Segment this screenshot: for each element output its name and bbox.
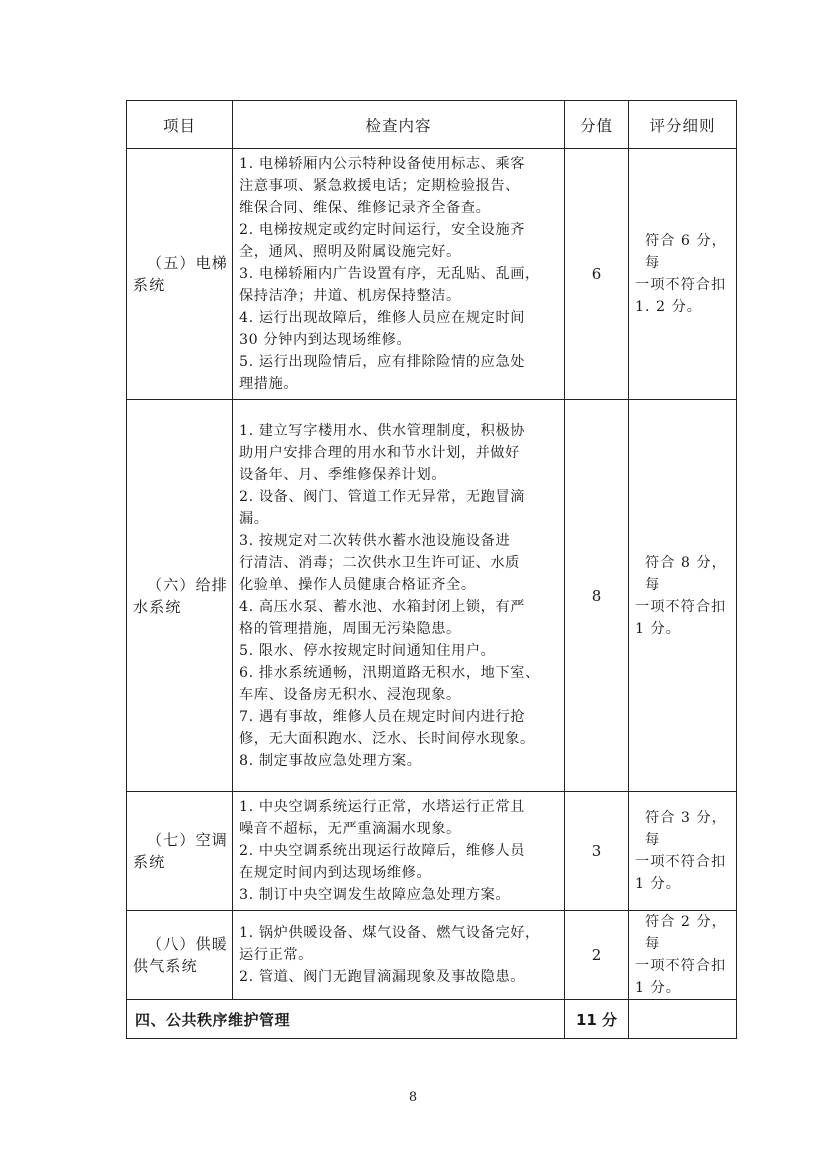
content-line: 设备年、月、季维修保养计划。 (239, 466, 447, 483)
content-line: 维保合同、维保、维修记录齐全备查。 (239, 200, 491, 216)
item-cell (127, 149, 233, 400)
item-line: （八）供暖 (147, 935, 229, 953)
rule-line: 符合 2 分，每 (645, 914, 727, 952)
page-number: 8 (408, 1090, 418, 1105)
rule-line: 1. 2 分。 (635, 299, 702, 315)
content-line: 1. 锅炉供暖设备、煤气设备、燃气设备完好， (239, 925, 540, 941)
header-content: 检查内容 (233, 101, 565, 149)
content-line: 1. 中央空调系统运行正常，水塔运行正常且 (239, 799, 526, 815)
content-line: 2. 电梯按规定或约定时间运行，安全设施齐 (239, 222, 526, 238)
content-line: 行清洁、消毒；二次供水卫生许可证、水质 (239, 554, 520, 571)
rule-cell (629, 792, 737, 911)
content-line: 格的管理措施，周围无污染隐患。 (239, 620, 461, 637)
score-cell: 3 (565, 792, 629, 911)
item-line: 水系统 (133, 597, 182, 616)
rule-line: 一项不符合扣 (635, 277, 727, 293)
item-line: 供气系统 (133, 957, 198, 975)
score-cell: 8 (565, 400, 629, 792)
content-line: 助用户安排合理的用水和节水计划，并做好 (239, 444, 520, 461)
item-line: （七）空调 (147, 831, 229, 849)
table-row (127, 792, 737, 911)
content-line: 3. 电梯轿厢内广告设置有序，无乱贴、乱画， (239, 266, 540, 282)
content-cell (233, 911, 565, 1000)
header-rule: 评分细则 (629, 101, 737, 149)
rule-line: 符合 3 分，每 (645, 810, 727, 848)
content-line: 5. 限水、停水按规定时间通知住用户。 (239, 642, 496, 659)
table-row (127, 149, 737, 400)
header-score: 分值 (565, 101, 629, 149)
content-line: 3. 按规定对二次转供水蓄水池设施设备进 (239, 532, 511, 549)
score-cell: 2 (565, 911, 629, 1000)
rule-line: 一项不符合扣 (635, 598, 727, 615)
content-line: 漏。 (239, 510, 269, 527)
content-line: 6. 排水系统通畅，汛期道路无积水，地下室、 (239, 664, 540, 681)
rule-line: 1 分。 (635, 620, 681, 637)
content-cell (233, 792, 565, 911)
content-line: 2. 管道、阀门无跑冒滴漏现象及事故隐患。 (239, 969, 526, 985)
content-line: 理措施。 (239, 376, 299, 392)
content-cell (233, 400, 565, 792)
content-line: 2. 设备、阀门、管道工作无异常，无跑冒滴 (239, 488, 526, 505)
content-line: 噪音不超标，无严重滴漏水现象。 (239, 821, 461, 837)
table-header-row (127, 101, 737, 149)
rule-line: 符合 6 分，每 (645, 233, 727, 271)
item-line: 系统 (133, 276, 166, 294)
item-line: 系统 (133, 853, 166, 871)
content-line: 修，无大面积跑水、泛水、长时间停水现象。 (239, 730, 535, 747)
content-line: 8. 制定事故应急处理方案。 (239, 752, 422, 769)
section-rule (629, 1000, 737, 1039)
rule-line: 一项不符合扣 (635, 958, 727, 974)
content-line: 1. 建立写字楼用水、供水管理制度，积极协 (239, 422, 526, 439)
content-line: 全，通风、照明及附属设施完好。 (239, 244, 461, 260)
content-line: 5. 运行出现险情后，应有排除险情的应急处 (239, 354, 526, 370)
content-line: 1. 电梯轿厢内公示特种设备使用标志、乘客 (239, 156, 526, 172)
section-row (127, 1000, 737, 1039)
rule-line: 符合 8 分，每 (645, 554, 727, 593)
rule-cell (629, 400, 737, 792)
content-line: 2. 中央空调系统出现运行故障后，维修人员 (239, 843, 526, 859)
item-cell (127, 400, 233, 792)
inspection-table (126, 100, 737, 1039)
content-line: 4. 高压水泵、蓄水池、水箱封闭上锁，有严 (239, 598, 526, 615)
content-line: 在规定时间内到达现场维修。 (239, 865, 432, 881)
content-line: 4. 运行出现故障后，维修人员应在规定时间 (239, 310, 526, 326)
rule-line: 1 分。 (635, 980, 681, 996)
item-line: （六）给排 (147, 575, 229, 594)
rule-line: 1 分。 (635, 876, 681, 892)
content-line: 运行正常。 (239, 947, 313, 963)
content-cell (233, 149, 565, 400)
content-line: 7. 遇有事故，维修人员在规定时间内进行抢 (239, 708, 526, 725)
rule-cell (629, 911, 737, 1000)
content-line: 3. 制订中央空调发生故障应急处理方案。 (239, 887, 511, 903)
item-line: （五）电梯 (147, 254, 229, 272)
table-row (127, 911, 737, 1000)
table-row (127, 400, 737, 792)
content-line: 化验单、操作人员健康合格证齐全。 (239, 576, 476, 593)
section-title: 四、公共秩序维护管理 (127, 1000, 565, 1039)
section-score: 11 分 (565, 1000, 629, 1039)
header-item: 项目 (127, 101, 233, 149)
content-line: 保持洁净；井道、机房保持整洁。 (239, 288, 461, 304)
score-cell: 6 (565, 149, 629, 400)
rule-cell (629, 149, 737, 400)
content-line: 注意事项、紧急救援电话；定期检验报告、 (239, 178, 520, 194)
item-cell (127, 911, 233, 1000)
rule-line: 一项不符合扣 (635, 854, 727, 870)
content-line: 车库、设备房无积水、浸泡现象。 (239, 686, 461, 703)
content-line: 30 分钟内到达现场维修。 (239, 332, 412, 348)
item-cell (127, 792, 233, 911)
